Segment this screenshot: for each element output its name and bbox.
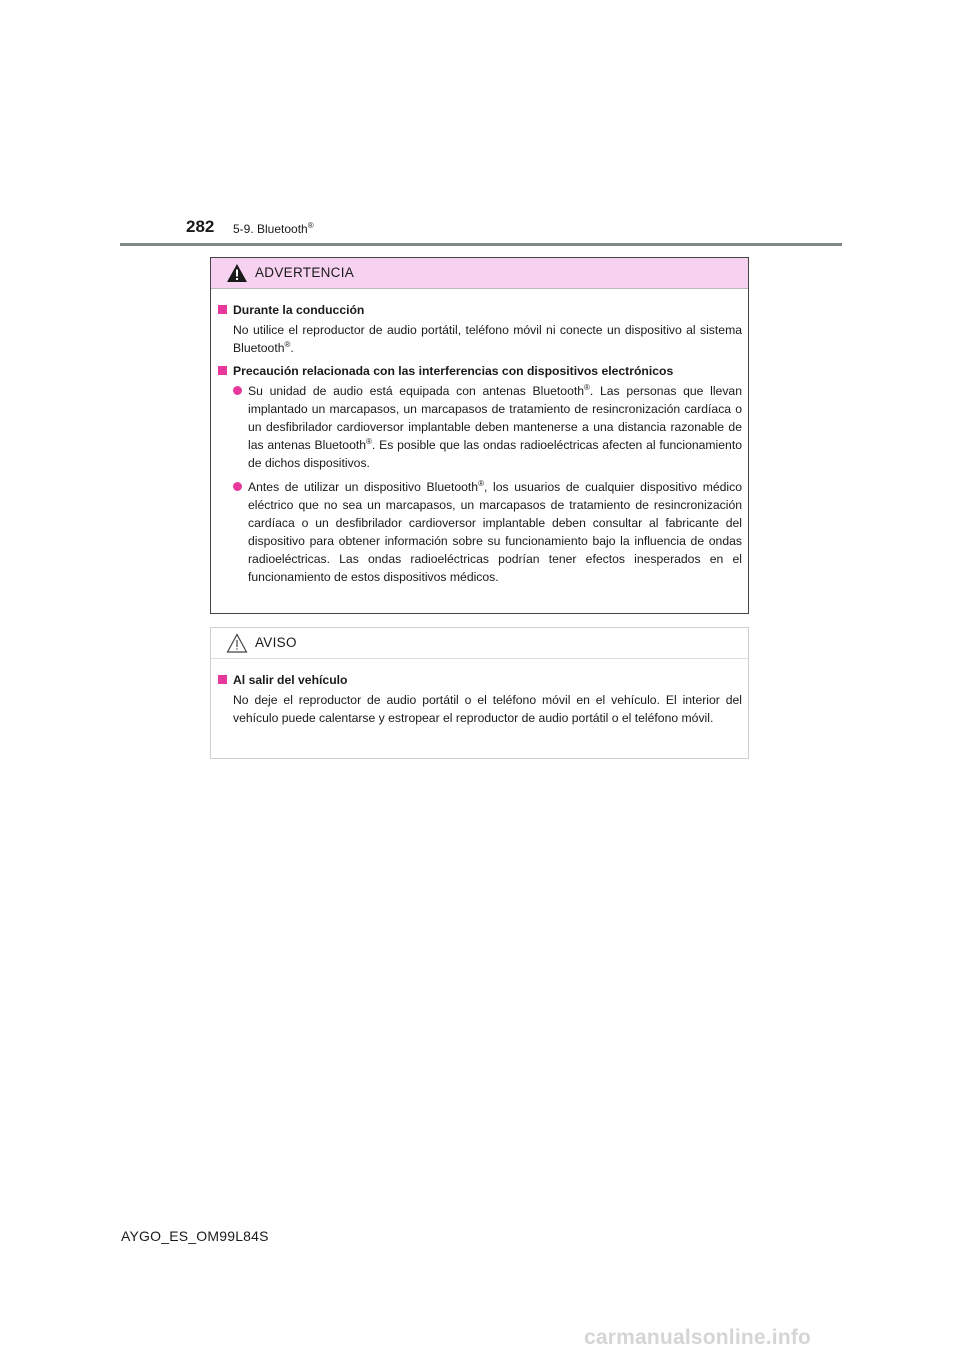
warning-label: ADVERTENCIA bbox=[255, 265, 355, 280]
warning-paragraph bbox=[218, 321, 742, 357]
list-item bbox=[218, 382, 742, 472]
registered-mark: ® bbox=[584, 382, 590, 392]
section-title bbox=[233, 221, 314, 236]
registered-mark: ® bbox=[307, 221, 314, 230]
header-rule bbox=[120, 243, 842, 246]
text-run: Su unidad de audio está equipada con antenas Bluetooth bbox=[248, 384, 585, 398]
text-run: . Es posible que las ondas radioeléctricas afecten al funcionamiento de dichos dispositivos. bbox=[248, 438, 742, 470]
notice-box-body bbox=[211, 659, 748, 727]
list-item-text bbox=[248, 478, 742, 586]
notice-paragraph: No deje el reproductor de audio portátil o el teléfono móvil en el vehículo. El interior del vehículo puede calentarse y estropear el reproductor de audio portátil o el teléfono móvil. bbox=[233, 693, 742, 725]
warning-subheading bbox=[218, 301, 742, 319]
square-bullet-icon bbox=[218, 675, 227, 684]
warning-box-header bbox=[211, 258, 748, 289]
warning-triangle-icon bbox=[226, 263, 248, 283]
registered-mark: ® bbox=[478, 478, 484, 488]
registered-mark: ® bbox=[284, 339, 291, 349]
notice-label: AVISO bbox=[255, 635, 297, 650]
text-run: , los usuarios de cualquier dispositivo médico eléctrico que no sea un marcapasos, un marcapasos de tratamiento de resincronización cardíaca o un desfibrilador cardioversor implantable deben consultar al fabricante del dispositivo para obtener información sobre su funcionamiento bajo la influencia de ondas radioeléctricas. Las ondas radioeléctricas podrían tener efectos inesperados en el funcionamiento de estos dispositivos médicos. bbox=[248, 480, 742, 584]
warning-box bbox=[210, 257, 749, 614]
list-item-text bbox=[248, 382, 742, 472]
warning-subheading-text: Durante la conducción bbox=[233, 303, 365, 317]
warning-box-body bbox=[211, 289, 748, 586]
watermark: carmanualsonline.info bbox=[584, 1326, 812, 1349]
caution-triangle-outline-icon bbox=[226, 633, 248, 653]
list-item bbox=[218, 478, 742, 586]
section-title-text: 5-9. Bluetooth bbox=[233, 222, 308, 236]
document-code: AYGO_ES_OM99L84S bbox=[121, 1228, 269, 1244]
text-run: . Las personas que llevan implantado un marcapasos, un marcapasos de tratamiento de resincronización cardíaca o un desfibrilador cardioversor implantable deben mantenerse a una distancia razonable de las antenas Bluetooth bbox=[248, 384, 742, 452]
notice-box bbox=[210, 627, 749, 759]
warning-subheading bbox=[218, 362, 742, 380]
warning-paragraph-end: . bbox=[290, 341, 294, 355]
notice-subheading bbox=[218, 671, 742, 689]
notice-box-header bbox=[211, 628, 748, 659]
circle-bullet-icon bbox=[233, 386, 242, 395]
square-bullet-icon bbox=[218, 366, 227, 375]
page-number: 282 bbox=[186, 217, 215, 236]
square-bullet-icon bbox=[218, 305, 227, 314]
circle-bullet-icon bbox=[233, 482, 242, 491]
warning-subheading-text: Precaución relacionada con las interferencias con dispositivos electrónicos bbox=[233, 364, 674, 378]
notice-subheading-text: Al salir del vehículo bbox=[233, 673, 348, 687]
text-run: Antes de utilizar un dispositivo Bluetooth bbox=[248, 480, 479, 494]
registered-mark: ® bbox=[366, 436, 372, 446]
warning-paragraph-text: No utilice el reproductor de audio portátil, teléfono móvil ni conecte un dispositivo al sistema Bluetooth bbox=[233, 323, 742, 355]
